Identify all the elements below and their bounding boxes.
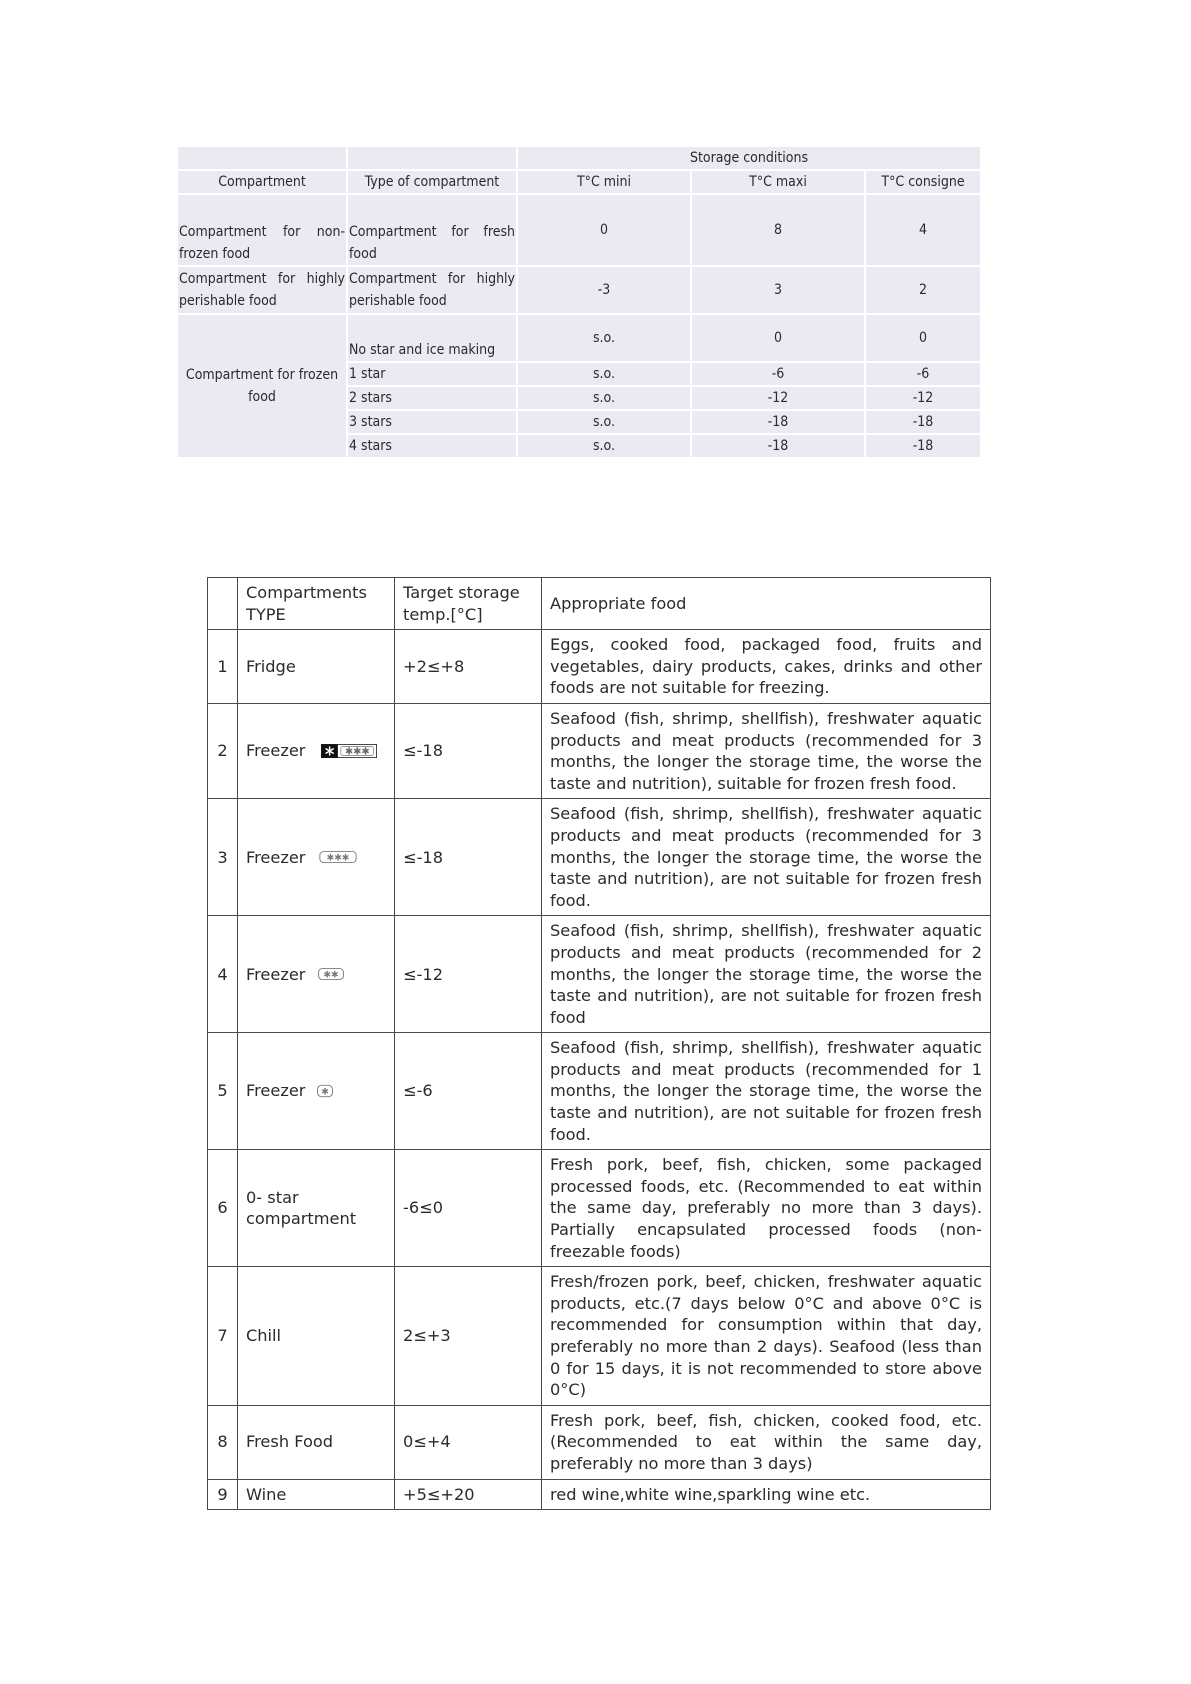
tmin-cell: s.o. [518,387,690,409]
type-of-compartment-header: Type of compartment [348,171,516,193]
tconsigne-header: T°C consigne [866,171,980,193]
target-temp: +5≤+20 [395,1479,542,1510]
table1-row [178,315,980,361]
target-temp-header: Target storage temp.[°C] [395,578,542,630]
three-star-icon [315,850,361,864]
target-temp: ≤-18 [395,703,542,798]
compartment-cell: Compartment for non-frozen food [178,195,346,265]
type-cell: 2 stars [348,387,516,409]
target-temp: 0≤+4 [395,1405,542,1479]
target-temp: ≤-6 [395,1033,542,1150]
compartment-type: Freezer [246,741,306,761]
compartment-cell: Compartment for highly perishable food [178,267,346,313]
table-row [208,799,991,916]
compartment-type: Freezer [246,1081,306,1101]
tmin-cell: s.o. [518,363,690,385]
tmax-cell: -18 [692,411,864,433]
row-number: 2 [208,703,238,798]
table-row [208,1267,991,1406]
compartment-cell-frozen: Compartment for frozen food [178,315,346,457]
table1-row [178,195,980,265]
svg-text:✱✱: ✱✱ [323,970,339,981]
appropriate-food: Fresh pork, beef, fish, chicken, some packaged processed foods, etc. (Recommended to eat within the same day, preferably no more than 3 days). Partially encapsulated processed foods (non-freezable foods) [542,1150,991,1267]
row-number: 4 [208,916,238,1033]
tmin-cell: 0 [518,195,690,265]
table1-row [178,267,980,313]
svg-text:✱✱✱: ✱✱✱ [326,853,349,864]
tconsigne-cell: -6 [866,363,980,385]
compartment-type: 0- star compartment [238,1150,395,1267]
compartment-type: Wine [238,1479,395,1510]
tconsigne-cell: -18 [866,411,980,433]
compartment-type: Freezer [246,847,306,867]
table-row [208,703,991,798]
tmin-cell: s.o. [518,411,690,433]
tmax-cell: 3 [692,267,864,313]
target-temp: ≤-18 [395,799,542,916]
tmax-cell: -18 [692,435,864,457]
compartment-type-cell [238,703,395,798]
table-row [208,1479,991,1510]
row-number: 7 [208,1267,238,1406]
tmax-cell: 8 [692,195,864,265]
two-star-icon [315,967,347,981]
target-temp: +2≤+8 [395,630,542,704]
row-number: 8 [208,1405,238,1479]
compartment-type-cell [238,799,395,916]
table1-blank-cell [178,147,346,169]
row-number: 9 [208,1479,238,1510]
compartment-type-cell [238,916,395,1033]
row-number: 5 [208,1033,238,1150]
appropriate-food: red wine,white wine,sparkling wine etc. [542,1479,991,1510]
table-row [208,916,991,1033]
target-temp: 2≤+3 [395,1267,542,1406]
appropriate-food: Fresh pork, beef, fish, chicken, cooked food, etc. (Recommended to eat within the same day, preferably no more than 3 days) [542,1405,991,1479]
tmin-cell: s.o. [518,435,690,457]
one-star-icon [315,1084,335,1098]
appropriate-food: Seafood (fish, shrimp, shellfish), freshwater aquatic products and meat products (recommended for 3 months, the longer the storage time, the worse the taste and nutrition), are not suitable for frozen fresh food. [542,799,991,916]
compartment-type: Fridge [238,630,395,704]
appropriate-food: Seafood (fish, shrimp, shellfish), freshwater aquatic products and meat products (recommended for 3 months, the longer the storage time, the worse the taste and nutrition), suitable for frozen fresh food. [542,703,991,798]
svg-text:✱✱✱: ✱✱✱ [344,746,370,758]
table1-blank-cell [348,147,516,169]
table-row [208,1150,991,1267]
table-row [208,630,991,704]
table1-header-row [178,171,980,193]
row-number: 3 [208,799,238,916]
compartment-type: Freezer [246,964,306,984]
target-temp: -6≤0 [395,1150,542,1267]
tmin-header: T°C mini [518,171,690,193]
compartment-types-table [207,577,991,1510]
tmax-cell: -12 [692,387,864,409]
table1-header-row-top [178,147,980,169]
appropriate-food: Seafood (fish, shrimp, shellfish), freshwater aquatic products and meat products (recommended for 2 months, the longer the storage time, the worse the taste and nutrition), are not suitable for frozen fresh food [542,916,991,1033]
tmin-cell: -3 [518,267,690,313]
appropriate-food: Fresh/frozen pork, beef, chicken, freshwater aquatic products, etc.(7 days below 0°C and above 0°C is recommended for consumption within that day, preferably no more than 2 days). Seafood (less than 0 for 15 days, it is not recommended to store above 0°C) [542,1267,991,1406]
row-number: 6 [208,1150,238,1267]
appropriate-food: Seafood (fish, shrimp, shellfish), freshwater aquatic products and meat products (recommended for 1 months, the longer the storage time, the worse the taste and nutrition), are not suitable for frozen fresh food. [542,1033,991,1150]
appropriate-food: Eggs, cooked food, packaged food, fruits and vegetables, dairy products, cakes, drinks and other foods are not suitable for freezing. [542,630,991,704]
compartment-header: Compartment [178,171,346,193]
compartment-type-cell [238,1033,395,1150]
type-cell: Compartment for fresh food [348,195,516,265]
type-cell: 1 star [348,363,516,385]
type-cell: 4 stars [348,435,516,457]
svg-text:✱: ✱ [320,1087,329,1098]
tconsigne-cell: -18 [866,435,980,457]
tconsigne-cell: 0 [866,315,980,361]
storage-conditions-table [176,145,982,459]
tconsigne-cell: 4 [866,195,980,265]
compartment-type: Fresh Food [238,1405,395,1479]
compartment-type: Chill [238,1267,395,1406]
target-temp: ≤-12 [395,916,542,1033]
row-number: 1 [208,630,238,704]
tmin-cell: s.o. [518,315,690,361]
table2-header-row [208,578,991,630]
tmax-cell: -6 [692,363,864,385]
tconsigne-cell: -12 [866,387,980,409]
type-cell: No star and ice making [348,315,516,361]
tconsigne-cell: 2 [866,267,980,313]
compartments-type-header: Compartments TYPE [238,578,395,630]
tmax-header: T°C maxi [692,171,864,193]
table-row [208,1033,991,1150]
appropriate-food-header: Appropriate food [542,578,991,630]
four-star-freezer-icon [315,744,383,758]
type-cell: 3 stars [348,411,516,433]
type-cell: Compartment for highly perishable food [348,267,516,313]
storage-conditions-heading: Storage conditions [518,147,980,169]
number-header [208,578,238,630]
tmax-cell: 0 [692,315,864,361]
table-row [208,1405,991,1479]
